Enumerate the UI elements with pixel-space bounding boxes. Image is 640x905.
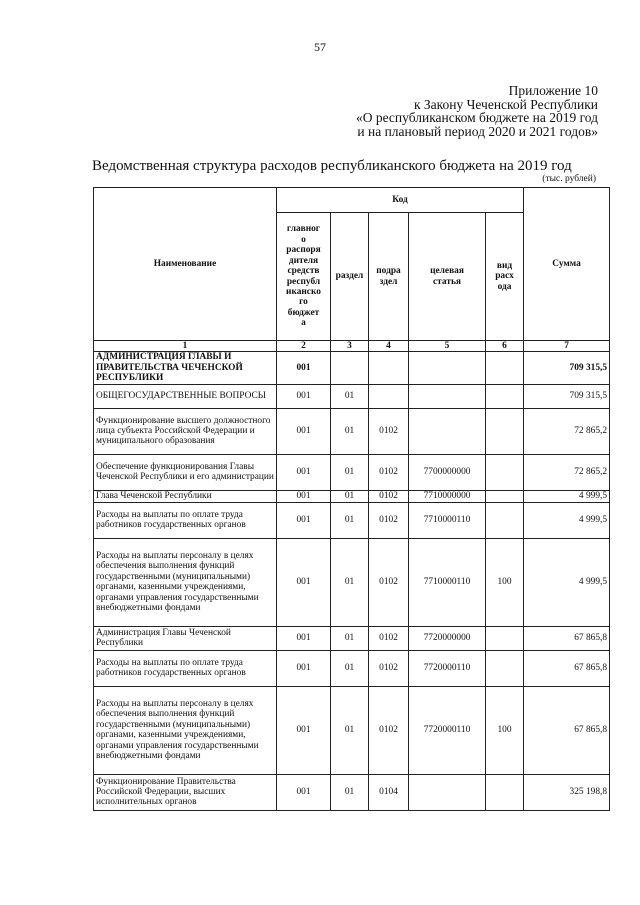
cell-exptype (486, 490, 524, 502)
column-number: 4 (369, 341, 409, 352)
cell-subsection: 0102 (369, 502, 409, 538)
cell-target: 7710000000 (409, 490, 486, 502)
cell-exptype: 100 (486, 538, 524, 626)
cell-subsection: 0102 (369, 650, 409, 686)
cell-section: 01 (331, 490, 369, 502)
cell-section: 01 (331, 384, 369, 408)
cell-name: Расходы на выплаты по оплате труда работников государственных органов (94, 650, 277, 686)
table-row (94, 408, 610, 454)
column-number: 1 (94, 341, 277, 352)
cell-subsection: 0102 (369, 626, 409, 650)
header-line: республ (286, 276, 321, 287)
cell-admin: 001 (277, 774, 331, 810)
cell-target: 7710000110 (409, 502, 486, 538)
cell-exptype (486, 352, 524, 384)
cell-target (409, 384, 486, 408)
header-line: статья (433, 276, 461, 287)
cell-name: Функционирование высшего должностного лица субъекта Российской Федерации и муниципального образования (94, 408, 277, 454)
cell-exptype (486, 502, 524, 538)
header-line: а (301, 318, 306, 329)
cell-admin: 001 (277, 352, 331, 384)
cell-sum: 67 865,8 (524, 650, 610, 686)
cell-section: 01 (331, 538, 369, 626)
header-subsection (369, 213, 409, 341)
cell-exptype (486, 650, 524, 686)
cell-exptype (486, 408, 524, 454)
cell-section: 01 (331, 650, 369, 686)
header-line: средств (287, 266, 320, 277)
header-line: бюджет (287, 307, 320, 318)
cell-exptype (486, 774, 524, 810)
header-name: Наименование (94, 188, 277, 341)
header-line: здел (379, 276, 398, 287)
cell-subsection: 0102 (369, 408, 409, 454)
column-number: 7 (524, 341, 610, 352)
table-row (94, 650, 610, 686)
appendix-line: к Закону Чеченской Республики (413, 96, 598, 112)
cell-sum: 325 198,8 (524, 774, 610, 810)
cell-subsection (369, 352, 409, 384)
header-line: целевая (430, 266, 464, 277)
cell-section: 01 (331, 774, 369, 810)
cell-name: Расходы на выплаты персоналу в целях обеспечения выполнения функций государственными (муниципальными) органами, казенными учреждениями, органами управления государственными внебюджетными фондами (94, 686, 277, 774)
cell-admin: 001 (277, 454, 331, 490)
cell-exptype (486, 384, 524, 408)
header-sum: Сумма (524, 188, 610, 341)
header-target (409, 213, 486, 341)
appendix-line: и на плановый период 2020 и 2021 годов» (357, 123, 598, 139)
cell-subsection: 0102 (369, 454, 409, 490)
cell-name: АДМИНИСТРАЦИЯ ГЛАВЫ И ПРАВИТЕЛЬСТВА ЧЕЧЕНСКОЙ РЕСПУБЛИКИ (94, 352, 277, 384)
header-section: раздел (331, 213, 369, 341)
cell-admin: 001 (277, 686, 331, 774)
cell-target (409, 408, 486, 454)
cell-subsection: 0102 (369, 686, 409, 774)
cell-admin: 001 (277, 490, 331, 502)
cell-sum: 709 315,5 (524, 352, 610, 384)
cell-exptype (486, 626, 524, 650)
page-number: 57 (314, 40, 326, 54)
cell-sum: 67 865,8 (524, 626, 610, 650)
header-line: о (301, 234, 306, 245)
appendix-line: Приложение 10 (508, 83, 598, 98)
header-line: вид (496, 260, 513, 271)
budget-body (94, 352, 610, 810)
cell-section: 01 (331, 408, 369, 454)
cell-section: 01 (331, 626, 369, 650)
header-line: расх (495, 271, 514, 282)
column-number-row (94, 341, 610, 352)
cell-admin: 001 (277, 384, 331, 408)
cell-section: 01 (331, 502, 369, 538)
cell-admin: 001 (277, 502, 331, 538)
budget-table (93, 187, 610, 811)
column-number: 5 (409, 341, 486, 352)
cell-subsection: 0104 (369, 774, 409, 810)
document-title: Ведомственная структура расходов республиканского бюджета на 2019 год (92, 158, 572, 174)
cell-target: 7720000110 (409, 686, 486, 774)
table-row (94, 352, 610, 384)
cell-subsection: 0102 (369, 490, 409, 502)
table-row (94, 502, 610, 538)
header-line: подра (376, 266, 401, 277)
cell-name: Обеспечение функционирования Главы Чеченской Республики и его администрации (94, 454, 277, 490)
header-line: главног (286, 224, 321, 235)
cell-admin: 001 (277, 626, 331, 650)
cell-name: Расходы на выплаты персоналу в целях обеспечения выполнения функций государственными (муниципальными) органами, казенными учреждениями, органами управления государственными внебюджетными фондами (94, 538, 277, 626)
table-row (94, 774, 610, 810)
column-number: 2 (277, 341, 331, 352)
cell-exptype (486, 454, 524, 490)
cell-section: 01 (331, 686, 369, 774)
cell-sum: 4 999,5 (524, 538, 610, 626)
appendix-line: «О республиканском бюджете на 2019 год (355, 110, 598, 125)
cell-name: ОБЩЕГОСУДАРСТВЕННЫЕ ВОПРОСЫ (94, 384, 277, 408)
header-admin (277, 213, 331, 341)
cell-sum: 72 865,2 (524, 454, 610, 490)
cell-sum: 709 315,5 (524, 384, 610, 408)
cell-target (409, 352, 486, 384)
header-line: иканско (286, 286, 321, 297)
header-code: Код (277, 188, 524, 213)
header-line: распоря (286, 245, 321, 256)
cell-name: Администрация Главы Чеченской Республики (94, 626, 277, 650)
cell-subsection: 0102 (369, 538, 409, 626)
cell-target: 7720000000 (409, 626, 486, 650)
cell-admin: 001 (277, 538, 331, 626)
header-line: ода (497, 281, 512, 292)
cell-target (409, 774, 486, 810)
cell-sum: 4 999,5 (524, 502, 610, 538)
table-row (94, 384, 610, 408)
table-row (94, 538, 610, 626)
cell-target: 7700000000 (409, 454, 486, 490)
cell-sum: 67 865,8 (524, 686, 610, 774)
units-note: (тыс. рублей) (542, 174, 596, 184)
table-row (94, 454, 610, 490)
column-number: 6 (486, 341, 524, 352)
cell-sum: 72 865,2 (524, 408, 610, 454)
cell-exptype: 100 (486, 686, 524, 774)
column-number: 3 (331, 341, 369, 352)
header-exptype (486, 213, 524, 341)
cell-target: 7720000110 (409, 650, 486, 686)
header-line: го (299, 297, 308, 308)
table-row (94, 626, 610, 650)
header-line: дителя (288, 255, 319, 266)
table-row (94, 490, 610, 502)
cell-subsection (369, 384, 409, 408)
cell-sum: 4 999,5 (524, 490, 610, 502)
cell-admin: 001 (277, 650, 331, 686)
cell-section: 01 (331, 454, 369, 490)
table-row (94, 686, 610, 774)
cell-name: Расходы на выплаты по оплате труда работников государственных органов (94, 502, 277, 538)
cell-name: Функционирование Правительства Российской Федерации, высших исполнительных органов (94, 774, 277, 810)
cell-section (331, 352, 369, 384)
appendix-header (356, 84, 598, 138)
cell-target: 7710000110 (409, 538, 486, 626)
cell-admin: 001 (277, 408, 331, 454)
cell-name: Глава Чеченской Республики (94, 490, 277, 502)
